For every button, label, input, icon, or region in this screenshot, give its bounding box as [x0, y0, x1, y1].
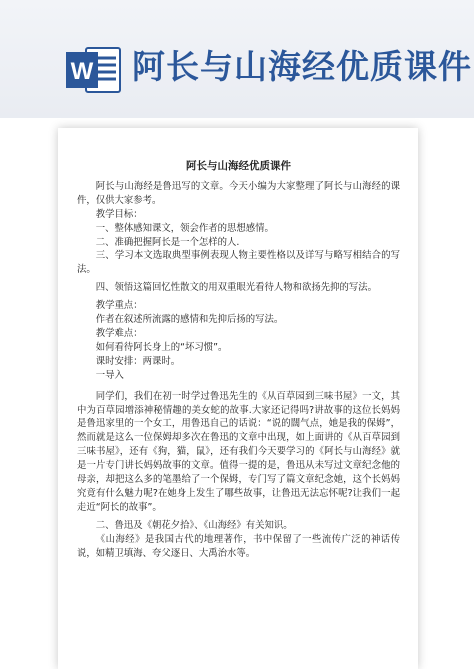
word-icon — [66, 44, 122, 96]
paragraph-intro-story: 同学们，我们在初一时学过鲁迅先生的《从百草园到三味书屋》一文，其中为百草园增添神秘情趣的美女蛇的故事.大家还记得吗?讲故事的这位长妈妈是鲁迅家里的一个女工，用鲁迅自己的话说：“说的闊气点，她是我的保姆”，然而就是这么一位保姆却多次在鲁迅的文章中出现，如上面讲的《从百草园到三味书屋》，还有《狗，猫，鼠》，还有我们今天要学习的《阿长与山海经》就是一片专门讲长妈妈故事的文章。值得一提的是，鲁迅从未写过文章纪念他的母亲，却把这么多的笔墨给了一个保姆，专门写了篇文章纪念她，这个长妈妈究竟有什么魅力呢?在她身上发生了哪些故事，让鲁迅无法忘怀呢?让我们一起走近“阿长的故事”。 — [77, 390, 400, 513]
paragraph-difficulty-heading: 教学难点： — [95, 327, 143, 339]
paragraph-section-1: 一导入 — [95, 369, 124, 381]
paragraph-focus: 作者在叙述所流露的感情和先抑后扬的写法。 — [95, 314, 284, 326]
paragraph-goal-2: 二、准确把握阿长是一个怎样的人. — [95, 236, 240, 248]
word-logo-letter: W — [70, 58, 94, 85]
banner-title: 阿长与山海经优质课件 — [132, 47, 472, 86]
document-body — [77, 160, 400, 560]
document-title: 阿长与山海经优质课件 — [186, 160, 291, 172]
paragraph-focus-heading: 教学重点： — [95, 300, 143, 312]
paragraph-shanhaijing: 《山海经》是我国古代的地理著作，书中保留了一些流传广泛的神话传说，如精卫填海、夸父逐日、大禹治水等。 — [77, 533, 400, 559]
paragraph-intro: 阿长与山海经是鲁迅写的文章。今天小编为大家整理了阿长与山海经的课件，仅供大家参考。 — [77, 180, 400, 206]
paragraph-schedule: 课时安排：两课时。 — [95, 355, 181, 367]
header-banner — [0, 0, 474, 118]
paragraph-goals-heading: 教学目标： — [95, 208, 143, 220]
paragraph-goal-3: 三、学习本文选取典型事例表现人物主要性格以及详写与略写相结合的写法。 — [77, 250, 400, 276]
paragraph-goal-1: 一、整体感知课文，领会作者的思想感情。 — [95, 222, 274, 234]
paragraph-difficulty: 如何看待阿长身上的“坏习惯”。 — [95, 341, 228, 353]
paragraph-goal-4: 四、领悟这篇回忆性散文的用双重眼光看待人物和欲扬先抑的写法。 — [95, 282, 378, 294]
paragraph-section-2: 二、鲁迅及《朝花夕拾》、《山海经》有关知识。 — [95, 519, 293, 531]
